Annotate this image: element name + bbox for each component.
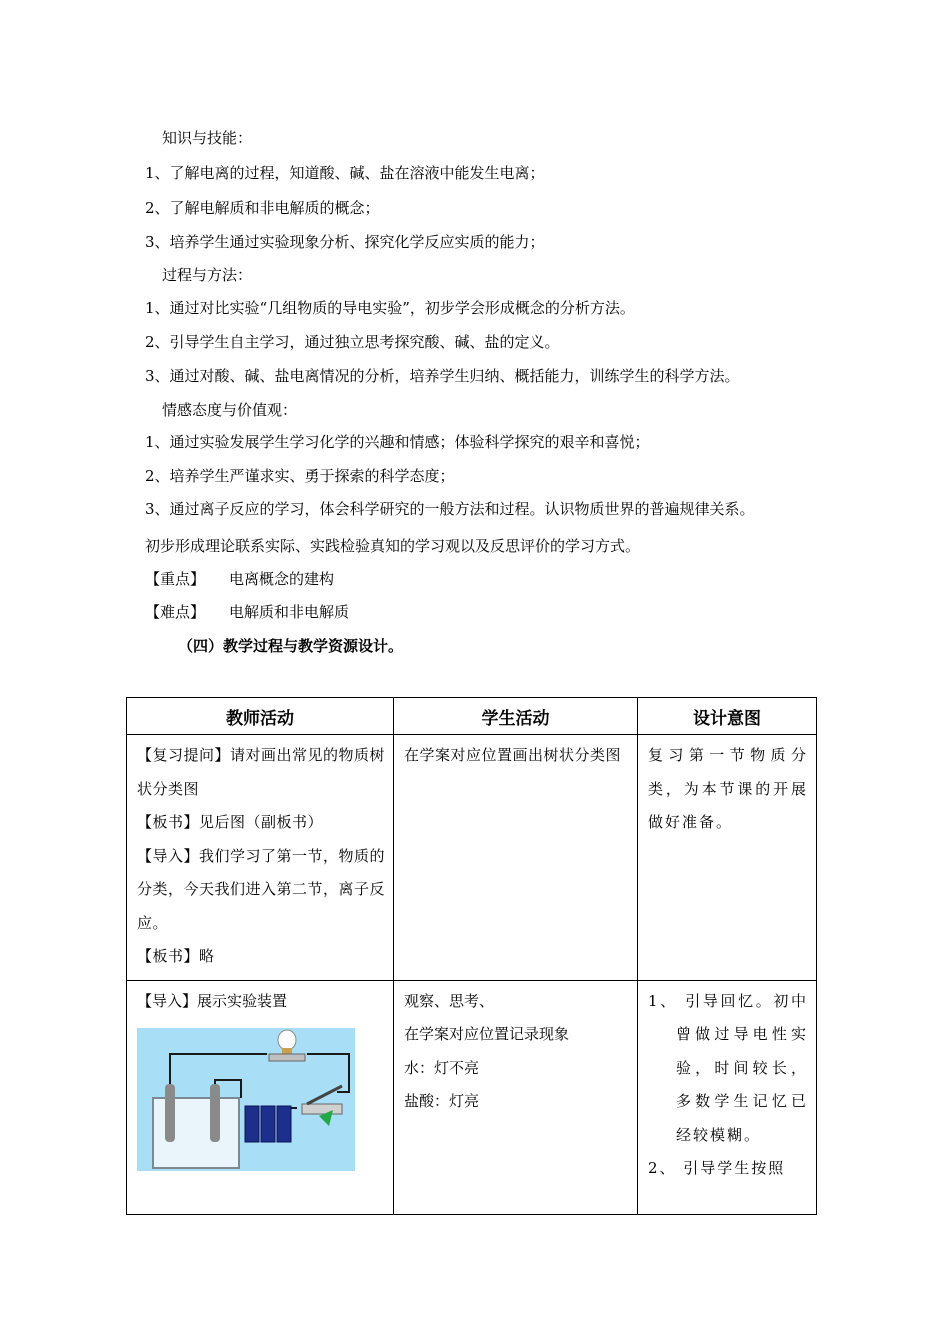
student-cell (394, 980, 638, 1214)
intent-text: 1、 引导回忆。初中曾做过导电性实验，时间较长，多数学生记忆已经较模糊。 (648, 991, 808, 1144)
student-text: 在学案对应位置画出树状分类图 (404, 746, 622, 764)
lesson-table (126, 697, 817, 1215)
difficulty-label: 【难点】 (145, 603, 206, 621)
header-teacher: 教师活动 (127, 698, 394, 735)
objective-line: 1、通过实验发展学生学习化学的兴趣和情感；体验科学探究的艰辛和喜悦； (145, 433, 650, 451)
student-text: 盐酸：灯亮 (404, 1092, 480, 1110)
intent-text: 复习第一节物质分类，为本节课的开展做好准备。 (648, 746, 808, 831)
teacher-text: 【复习提问】请对画出常见的物质树状分类图 (137, 746, 386, 798)
teacher-cell (127, 735, 394, 981)
intent-cell (638, 980, 817, 1214)
teacher-text: 【板书】见后图（副板书） (137, 813, 324, 831)
header-student: 学生活动 (394, 698, 638, 735)
objective-line: 3、培养学生通过实验现象分析、探究化学反应实质的能力； (145, 233, 545, 251)
objective-line: 1、通过对比实验“几组物质的导电实验”，初步学会形成概念的分析方法。 (145, 299, 635, 317)
objective-line: 3、通过对酸、碱、盐电离情况的分析，培养学生归纳、概括能力，训练学生的科学方法。 (145, 367, 740, 385)
objective-heading-knowledge: 知识与技能： (162, 129, 253, 147)
teacher-text: 【导入】展示实验装置 (137, 991, 288, 1010)
student-text: 在学案对应位置记录现象 (404, 1025, 570, 1043)
difficulty-text: 电解质和非电解质 (229, 603, 350, 621)
objective-line: 初步形成理论联系实际、实践检验真知的学习观以及反思评价的学习方式。 (145, 537, 641, 555)
objective-heading-attitude: 情感态度与价值观： (162, 401, 298, 419)
intent-text: 2、 引导学生按照 (648, 1159, 786, 1177)
objective-line: 2、引导学生自主学习，通过独立思考探究酸、碱、盐的定义。 (145, 333, 560, 351)
experiment-apparatus-figure (137, 1028, 355, 1171)
objective-line: 3、通过离子反应的学习，体会科学研究的一般方法和过程。认识物质世界的普遍规律关系。 (145, 500, 755, 518)
objective-line: 1、了解电离的过程，知道酸、碱、盐在溶液中能发生电离； (145, 164, 545, 182)
student-text: 观察、思考、 (404, 991, 495, 1010)
key-point-text: 电离概念的建构 (229, 570, 335, 588)
student-text: 水：灯不亮 (404, 1058, 480, 1077)
table-header-row (127, 698, 817, 735)
student-cell (394, 735, 638, 981)
teacher-text: 【板书】略 (137, 947, 215, 965)
table-row (127, 980, 817, 1214)
header-intent: 设计意图 (638, 698, 817, 735)
teacher-text: 【导入】我们学习了第一节，物质的分类，今天我们进入第二节，离子反应。 (137, 846, 386, 932)
battery-icon (245, 1106, 291, 1142)
intent-cell (638, 735, 817, 981)
teacher-cell (127, 980, 394, 1214)
table-row (127, 735, 817, 981)
key-point-label: 【重点】 (145, 570, 206, 588)
objective-line: 2、了解电解质和非电解质的概念； (145, 199, 380, 217)
objective-heading-process: 过程与方法： (162, 266, 253, 284)
difficulty (145, 602, 349, 622)
objective-line: 2、培养学生严谨求实、勇于探索的科学态度； (145, 467, 455, 485)
key-point (145, 569, 334, 589)
section-heading: （四）教学过程与教学资源设计。 (178, 637, 404, 655)
